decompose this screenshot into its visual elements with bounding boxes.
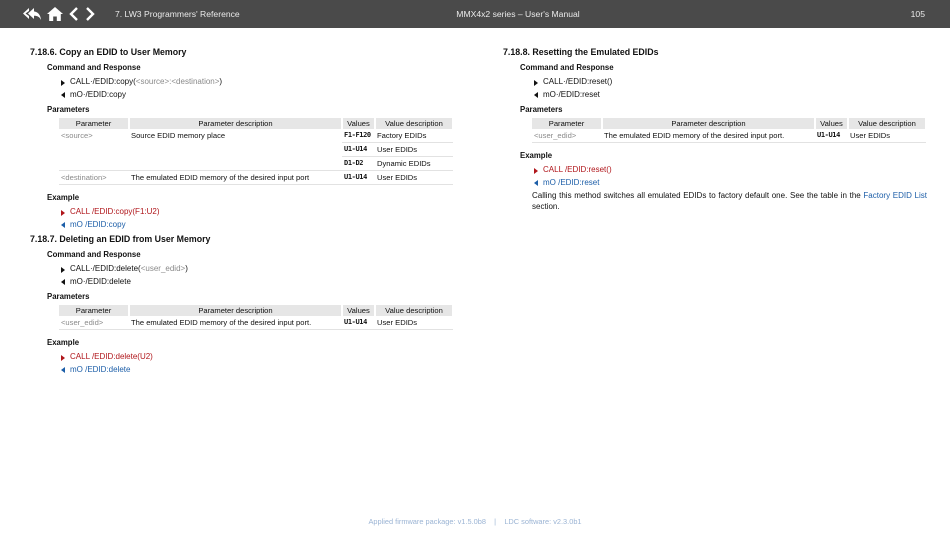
desc-cell: The emulated EDID memory of the desired input port. bbox=[602, 129, 815, 143]
factory-edid-list-link[interactable]: Factory EDID List bbox=[863, 191, 928, 200]
table-row bbox=[59, 129, 453, 143]
desc-cell: The emulated EDID memory of the desired input port bbox=[129, 171, 342, 185]
copy-command bbox=[61, 76, 455, 89]
delete-example-response: mO /EDID:delete bbox=[61, 364, 455, 377]
reset-parameters-table bbox=[532, 118, 927, 143]
col-parameter: Parameter bbox=[532, 118, 602, 129]
section-title-delete: 7.18.7. Deleting an EDID from User Memory bbox=[30, 234, 211, 244]
col-value-description: Value description bbox=[375, 305, 453, 316]
command-response-heading: Command and Response bbox=[47, 63, 141, 72]
firmware-version: Applied firmware package: v1.5.0b8 bbox=[368, 517, 486, 526]
left-column bbox=[30, 47, 455, 376]
delete-command-suffix: ) bbox=[185, 264, 188, 273]
delete-command bbox=[61, 263, 455, 276]
desc-cell: Source EDID memory place bbox=[131, 131, 226, 140]
value-cell: U1-U14 bbox=[815, 129, 848, 143]
command-response-heading: Command and Response bbox=[47, 250, 141, 259]
value-cell: U1-U14 bbox=[342, 316, 375, 330]
delete-example-call: CALL /EDID:delete(U2) bbox=[61, 351, 455, 364]
copy-command-suffix: ) bbox=[219, 77, 223, 86]
reset-example-call: CALL /EDID:reset() bbox=[534, 164, 928, 177]
value-cell: D1-D2 bbox=[342, 157, 375, 171]
value-cell: U1-U14 bbox=[342, 171, 375, 185]
right-column bbox=[503, 47, 928, 212]
reset-example-response: mO /EDID:reset bbox=[534, 177, 928, 190]
example-heading: Example bbox=[520, 151, 553, 160]
copy-parameters-table bbox=[59, 118, 454, 185]
col-values: Values bbox=[342, 305, 375, 316]
param-cell: <user_edid> bbox=[59, 316, 129, 330]
software-version: LDC software: v2.3.0b1 bbox=[504, 517, 582, 526]
footer bbox=[0, 517, 950, 526]
parameters-heading: Parameters bbox=[47, 105, 90, 114]
table-header-row bbox=[59, 305, 453, 316]
table-row bbox=[59, 143, 453, 157]
col-values: Values bbox=[342, 118, 375, 129]
table-row bbox=[59, 157, 453, 171]
page-number: 105 bbox=[910, 9, 925, 19]
copy-command-args: <source>:<destination> bbox=[135, 77, 220, 86]
param-cell: <user_edid> bbox=[532, 129, 602, 143]
desc-cell bbox=[129, 143, 342, 157]
value-desc-cell: User EDIDs bbox=[848, 129, 926, 143]
param-cell: <destination> bbox=[59, 171, 129, 185]
table-header-row bbox=[532, 118, 926, 129]
delete-response: mO·/EDID:delete bbox=[61, 276, 455, 289]
table-header-row bbox=[59, 118, 453, 129]
delete-command-args: <user_edid> bbox=[140, 264, 186, 273]
col-parameter: Parameter bbox=[59, 305, 129, 316]
section-title-copy: 7.18.6. Copy an EDID to User Memory bbox=[30, 47, 187, 57]
value-desc-cell: User EDIDs bbox=[375, 171, 453, 185]
param-cell bbox=[59, 157, 129, 171]
col-parameter: Parameter bbox=[59, 118, 129, 129]
table-row bbox=[59, 171, 453, 185]
copy-example-response: mO /EDID:copy bbox=[61, 219, 455, 232]
col-description: Parameter description bbox=[129, 118, 342, 129]
reset-description bbox=[532, 191, 927, 212]
command-response-heading: Command and Response bbox=[520, 63, 614, 72]
param-cell: <source> bbox=[61, 131, 93, 140]
footer-separator: | bbox=[494, 517, 497, 526]
section-title-reset: 7.18.8. Resetting the Emulated EDIDs bbox=[503, 47, 659, 57]
col-value-description: Value description bbox=[375, 118, 453, 129]
table-row bbox=[59, 316, 453, 330]
value-cell: F1-F120 bbox=[342, 129, 375, 143]
reset-description-end: section. bbox=[532, 201, 560, 211]
param-cell bbox=[59, 143, 129, 157]
parameters-heading: Parameters bbox=[520, 105, 563, 114]
table-row bbox=[532, 129, 926, 143]
top-navigation-bar bbox=[0, 0, 950, 28]
manual-title: MMX4x2 series – User's Manual bbox=[456, 9, 580, 19]
reset-response: mO·/EDID:reset bbox=[534, 89, 928, 102]
col-values: Values bbox=[815, 118, 848, 129]
value-desc-cell: Factory EDIDs bbox=[375, 129, 453, 143]
example-heading: Example bbox=[47, 193, 80, 202]
delete-parameters-table bbox=[59, 305, 454, 330]
chapter-title[interactable]: 7. LW3 Programmers' Reference bbox=[115, 9, 240, 19]
value-desc-cell: Dynamic EDIDs bbox=[375, 157, 453, 171]
copy-command-prefix: CALL·/EDID:copy( bbox=[70, 77, 136, 86]
delete-command-prefix: CALL·/EDID:delete( bbox=[70, 264, 141, 273]
value-cell: U1-U14 bbox=[342, 143, 375, 157]
copy-response: mO·/EDID:copy bbox=[61, 89, 455, 102]
desc-cell: The emulated EDID memory of the desired input port. bbox=[129, 316, 342, 330]
example-heading: Example bbox=[47, 338, 80, 347]
reset-command: CALL·/EDID:reset() bbox=[534, 76, 928, 89]
col-description: Parameter description bbox=[129, 305, 342, 316]
value-desc-cell: User EDIDs bbox=[375, 143, 453, 157]
col-value-description: Value description bbox=[848, 118, 926, 129]
desc-cell bbox=[129, 157, 342, 171]
copy-example-call: CALL /EDID:copy(F1:U2) bbox=[61, 206, 455, 219]
col-description: Parameter description bbox=[602, 118, 815, 129]
reset-description-text: Calling this method switches all emulated EDIDs to factory default one. See the table in the bbox=[532, 191, 861, 200]
value-desc-cell: User EDIDs bbox=[375, 316, 453, 330]
parameters-heading: Parameters bbox=[47, 292, 90, 301]
